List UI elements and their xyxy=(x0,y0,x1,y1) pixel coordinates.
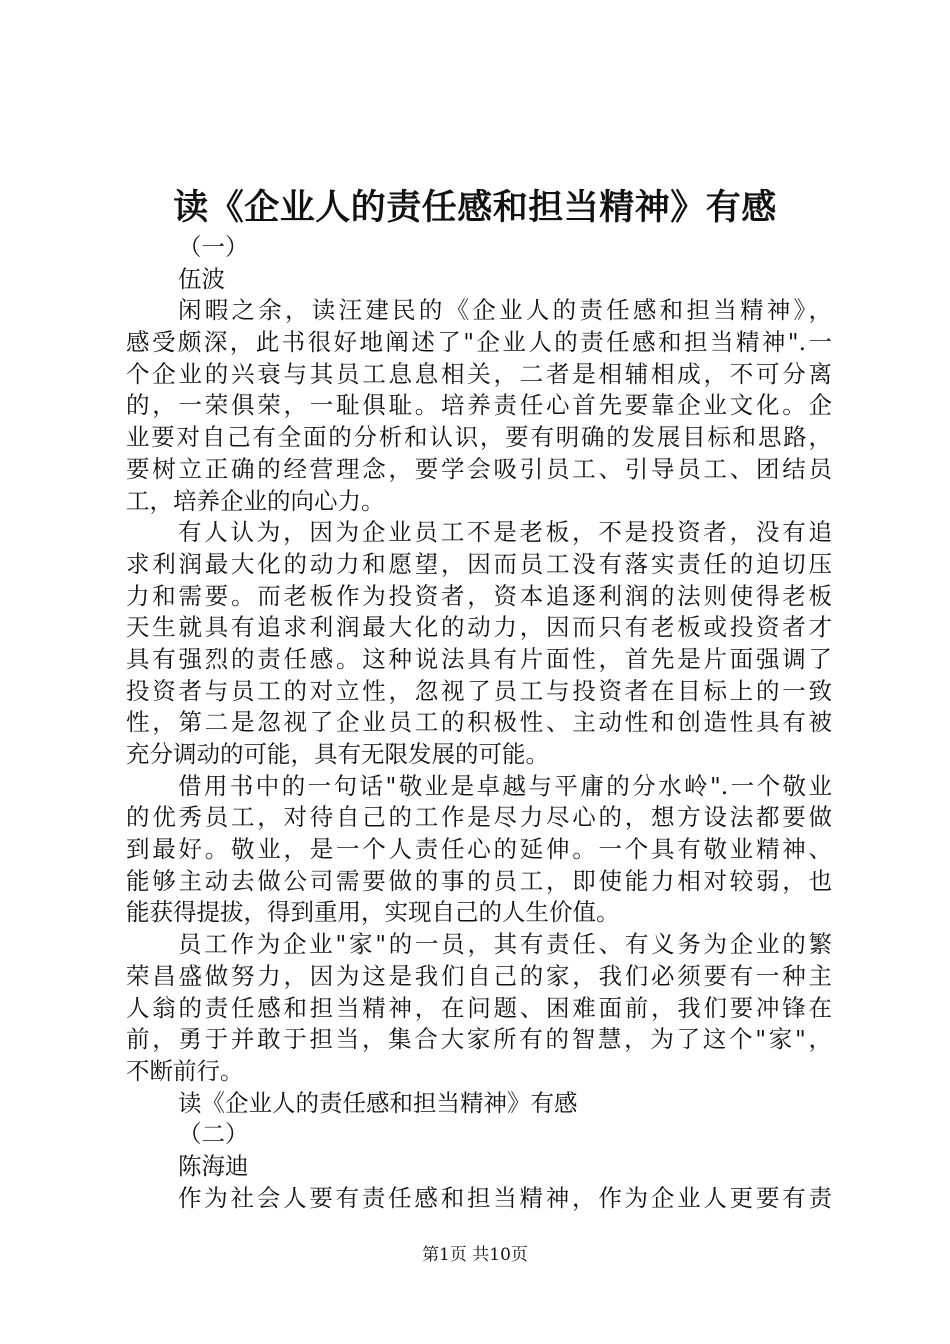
text-line: 人翁的责任感和担当精神，在问题、困难面前，我们要冲锋在 xyxy=(126,993,832,1022)
text-line: 的优秀员工，对待自己的工作是尽力尽心的，想方设法都要做 xyxy=(126,803,832,832)
text-line: 力和需要。而老板作为投资者，资本追逐利润的法则使得老板 xyxy=(126,581,832,610)
text-line: 业要对自己有全面的分析和认识，要有明确的发展目标和思路， xyxy=(126,423,832,452)
text-line: 充分调动的可能，具有无限发展的可能。 xyxy=(126,740,549,768)
text-line: 伍波 xyxy=(178,264,225,293)
text-line: 陈海迪 xyxy=(178,1151,249,1180)
text-line: 天生就具有追求利润最大化的动力，因而只有老板或投资者才 xyxy=(126,613,832,642)
page-footer: 第1页 共10页 xyxy=(422,1245,528,1265)
text-line: 作为社会人要有责任感和担当精神，作为企业人更要有责 xyxy=(178,1183,832,1212)
text-line: 个企业的兴衰与其员工息息相关，二者是相辅相成，不可分离 xyxy=(126,359,832,388)
text-line: 借用书中的一句话"敬业是卓越与平庸的分水岭".一个敬业 xyxy=(178,771,832,800)
text-line: 闲暇之余，读汪建民的《企业人的责任感和担当精神》， xyxy=(178,296,832,325)
text-line: 不断前行。 xyxy=(126,1056,244,1085)
text-line: 读《企业人的责任感和担当精神》有感 xyxy=(178,1088,578,1117)
text-line: 有人认为，因为企业员工不是老板，不是投资者，没有追 xyxy=(178,518,832,547)
text-line: 到最好。敬业，是一个人责任心的延伸。一个具有敬业精神、 xyxy=(126,835,832,864)
text-line: 具有强烈的责任感。这种说法具有片面性，首先是片面强调了 xyxy=(126,644,832,673)
text-line: 要树立正确的经营理念，要学会吸引员工、引导员工、团结员 xyxy=(126,454,832,483)
text-line: 感受颇深，此书很好地阐述了"企业人的责任感和担当精神".一 xyxy=(126,328,832,357)
document-body xyxy=(126,232,832,1214)
text-line: （一） xyxy=(178,233,249,261)
text-line: 的，一荣俱荣，一耻俱耻。培养责任心首先要靠企业文化。企 xyxy=(126,391,832,420)
text-line: 荣昌盛做努力，因为这是我们自己的家，我们必须要有一种主 xyxy=(126,961,832,990)
text-line: 员工作为企业"家"的一员，其有责任、有义务为企业的繁 xyxy=(178,930,832,959)
text-line: 前，勇于并敢于担当，集合大家所有的智慧，为了这个"家"， xyxy=(126,1025,832,1054)
text-line: 能够主动去做公司需要做的事的员工，即使能力相对较弱，也 xyxy=(126,866,832,895)
text-line: （二） xyxy=(178,1120,249,1149)
document-title: 读《企业人的责任感和担当精神》有感 xyxy=(173,187,777,228)
text-line: 能获得提拔，得到重用，实现自己的人生价值。 xyxy=(126,898,620,927)
text-line: 求利润最大化的动力和愿望，因而员工没有落实责任的迫切压 xyxy=(126,549,832,578)
text-line: 投资者与员工的对立性，忽视了员工与投资者在目标上的一致 xyxy=(126,676,832,705)
text-line: 性，第二是忽视了企业员工的积极性、主动性和创造性具有被 xyxy=(126,708,832,737)
text-line: 工，培养企业的向心力。 xyxy=(126,486,385,515)
